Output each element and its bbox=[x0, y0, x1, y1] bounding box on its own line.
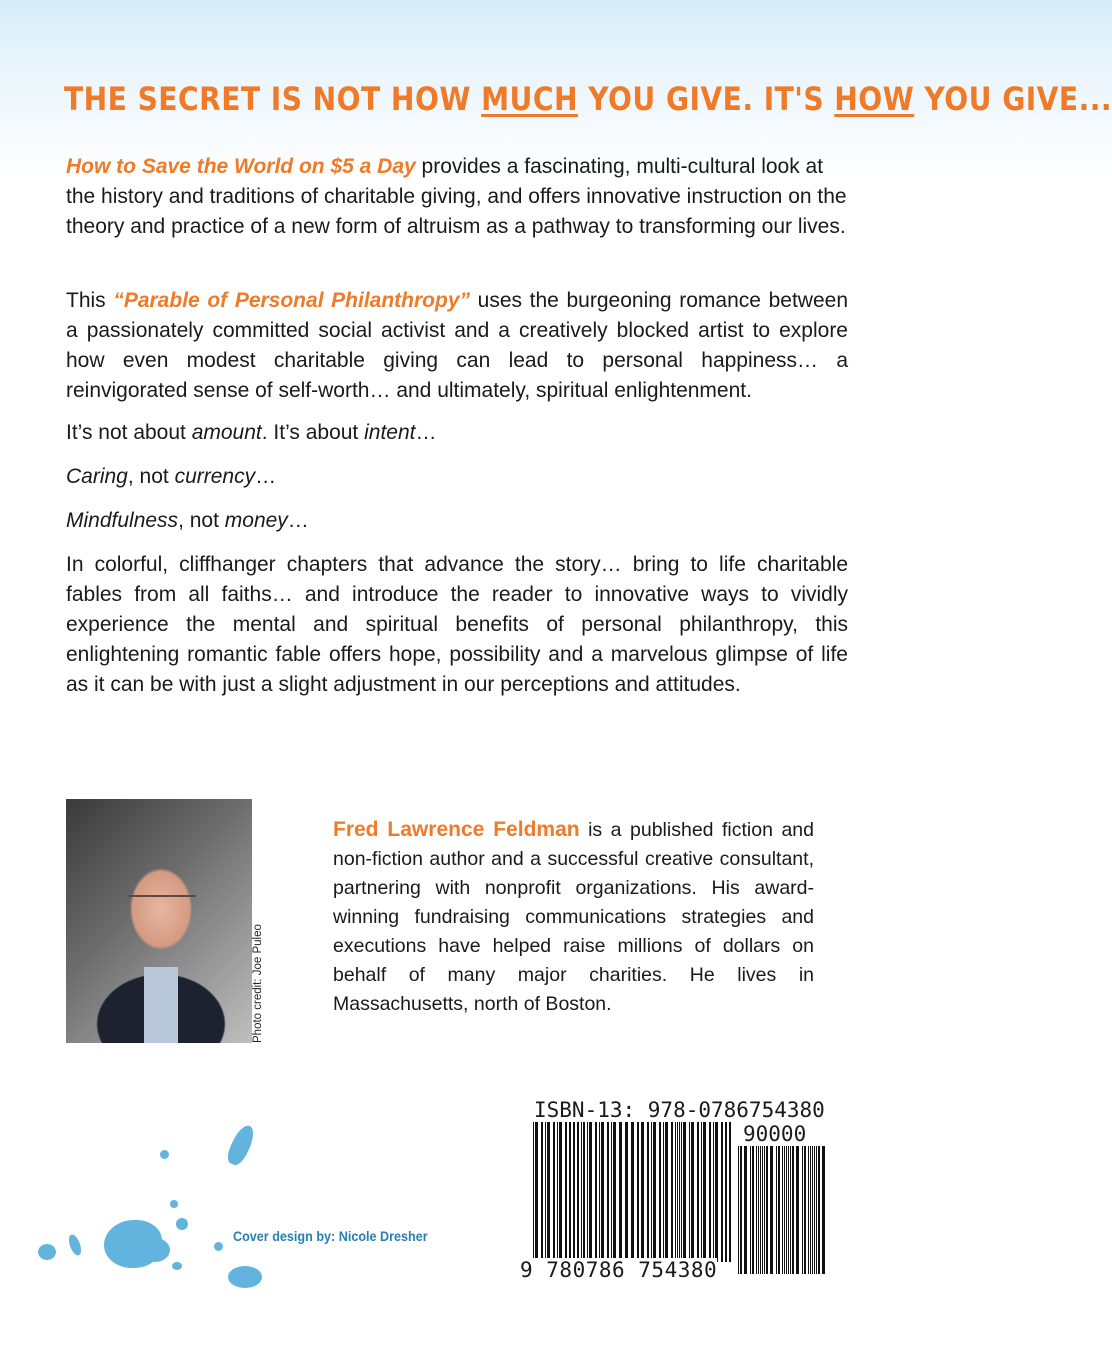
barcode-bar bbox=[607, 1122, 609, 1262]
barcode-bar bbox=[631, 1122, 634, 1262]
headline: THE SECRET IS NOT HOW MUCH YOU GIVE. IT'S HOW YOU GIVE... bbox=[64, 80, 1112, 118]
barcode-bar bbox=[709, 1122, 711, 1262]
barcode-bar bbox=[818, 1146, 820, 1274]
barcode-bar bbox=[559, 1122, 562, 1262]
author-name: Fred Lawrence Feldman bbox=[333, 818, 580, 841]
barcode-bar bbox=[589, 1122, 592, 1262]
barcode-bar bbox=[788, 1146, 789, 1274]
barcode-bar bbox=[619, 1122, 622, 1262]
barcode-bar bbox=[721, 1122, 723, 1262]
barcode-bar bbox=[565, 1122, 567, 1262]
barcode-bar bbox=[750, 1146, 751, 1274]
barcode-bar bbox=[683, 1122, 686, 1262]
paragraph-intro: How to Save the World on $5 a Day provides a fascinating, multi-cultural look at the history and traditions of charitable giving, and offers innovative instruction on the theory and practice of a new form of altruism as a pathway to transforming our lives. bbox=[66, 155, 847, 238]
barcode-bar bbox=[782, 1146, 783, 1274]
barcode-bar bbox=[738, 1146, 739, 1274]
barcode-bar bbox=[762, 1146, 763, 1274]
barcode-bar bbox=[545, 1122, 546, 1262]
barcode-bar bbox=[760, 1146, 761, 1274]
barcode-bar bbox=[681, 1122, 682, 1262]
line-mindfulness: Mindfulness, not money… bbox=[66, 509, 309, 532]
photo-credit: Photo credit: Joe Puleo bbox=[252, 924, 264, 1043]
barcode-bar bbox=[756, 1146, 757, 1274]
barcode-bar bbox=[677, 1122, 678, 1262]
barcode-bar bbox=[671, 1122, 673, 1262]
barcode-bar bbox=[729, 1122, 731, 1262]
barcode-bar bbox=[790, 1146, 791, 1274]
barcode-bar bbox=[766, 1146, 768, 1274]
barcode-bar bbox=[715, 1122, 718, 1262]
barcode-bar bbox=[740, 1146, 742, 1274]
barcode-bar bbox=[541, 1122, 543, 1262]
barcode-bar bbox=[641, 1122, 644, 1262]
barcode-bar bbox=[701, 1122, 702, 1262]
barcode-bar bbox=[744, 1146, 747, 1274]
barcode-bar bbox=[625, 1122, 628, 1262]
barcode-bar bbox=[810, 1146, 811, 1274]
barcode-bar bbox=[581, 1122, 582, 1262]
paragraph-chapters: In colorful, cliffhanger chapters that advance the story… bring to life charitable fables from all faiths… and introduce the reader to innovative ways to vividly experience the mental and spiritual benefits of personal philanthropy, this enlightening romantic fable offers hope, possibility and a marvelous glimpse of life as it can be with just a slight adjustment in our perceptions and attitudes. bbox=[66, 553, 848, 696]
barcode-bar bbox=[577, 1122, 579, 1262]
barcode-bar bbox=[663, 1122, 664, 1262]
ean-digits: 9 780786 754380 bbox=[520, 1258, 718, 1282]
line-amount: It’s not about amount. It’s about intent… bbox=[66, 421, 437, 444]
barcode-bar bbox=[533, 1122, 534, 1262]
barcode-bar bbox=[812, 1146, 813, 1274]
barcode-bar bbox=[784, 1146, 785, 1274]
barcode-bar bbox=[758, 1146, 759, 1274]
paragraph-parable: This “Parable of Personal Philanthropy” uses the burgeoning romance between a passionately committed social activist and a creatively blocked artist to explore how even modest charitable giving can lead to personal happiness… a reinvigorated sense of self-worth… and ultimately, spiritual enlightenment. bbox=[66, 289, 848, 402]
price-code: 90000 bbox=[743, 1122, 807, 1146]
author-bio: Fred Lawrence Feldman is a published fiction and non-fiction author and a successful creative consultant, partnering with nonprofit organizations. His award-winning fundraising communications strategies and executions have helped raise millions of dollars on behalf of many major charities. He lives in Massachusetts, north of Boston. bbox=[333, 818, 814, 1015]
book-title: How to Save the World on $5 a Day bbox=[66, 155, 416, 178]
barcode-bar bbox=[587, 1122, 588, 1262]
barcode-bar bbox=[814, 1146, 815, 1274]
barcode-bar bbox=[599, 1122, 600, 1262]
barcode-bar bbox=[595, 1122, 597, 1262]
barcode-bar bbox=[703, 1122, 706, 1262]
barcode-bar bbox=[770, 1146, 773, 1274]
barcode-bar bbox=[659, 1122, 661, 1262]
barcode-bar bbox=[725, 1122, 727, 1262]
barcode-bar bbox=[557, 1122, 558, 1262]
barcode-bar bbox=[675, 1122, 676, 1262]
barcode-bar bbox=[665, 1122, 668, 1262]
barcode-bar bbox=[786, 1146, 787, 1274]
barcode-bar bbox=[796, 1146, 799, 1274]
barcode-bar bbox=[679, 1122, 680, 1262]
barcode-bar bbox=[583, 1122, 585, 1262]
barcode-bar bbox=[776, 1146, 777, 1274]
barcode-bar bbox=[651, 1122, 652, 1262]
barcode-bar bbox=[764, 1146, 765, 1274]
line-caring: Caring, not currency… bbox=[66, 465, 277, 488]
parable-title: “Parable of Personal Philanthropy” bbox=[113, 289, 471, 312]
barcode-bar bbox=[697, 1122, 699, 1262]
isbn-label: ISBN-13: 978-0786754380 bbox=[534, 1098, 825, 1122]
barcode-bar bbox=[553, 1122, 555, 1262]
barcode-bar bbox=[816, 1146, 817, 1274]
barcode-bar bbox=[802, 1146, 803, 1274]
barcode-bar bbox=[573, 1122, 575, 1262]
barcode-bar bbox=[792, 1146, 794, 1274]
barcode-bar bbox=[691, 1122, 694, 1262]
barcode-bar bbox=[752, 1146, 754, 1274]
barcode-bar bbox=[653, 1122, 656, 1262]
barcode-bar bbox=[611, 1122, 612, 1262]
barcode-bar bbox=[613, 1122, 616, 1262]
cover-design-credit: Cover design by: Nicole Dresher bbox=[233, 1228, 428, 1244]
barcode-bar bbox=[601, 1122, 604, 1262]
barcode-bar bbox=[547, 1122, 550, 1262]
barcode-bar bbox=[778, 1146, 780, 1274]
barcode-bar bbox=[713, 1122, 714, 1262]
barcode-bar bbox=[689, 1122, 690, 1262]
barcode-bar bbox=[804, 1146, 806, 1274]
barcode-bar bbox=[637, 1122, 639, 1262]
barcode-bar bbox=[569, 1122, 571, 1262]
barcode-bar bbox=[822, 1146, 825, 1274]
barcode-bar bbox=[647, 1122, 649, 1262]
barcode-bar bbox=[808, 1146, 809, 1274]
barcode-bar bbox=[535, 1122, 538, 1262]
